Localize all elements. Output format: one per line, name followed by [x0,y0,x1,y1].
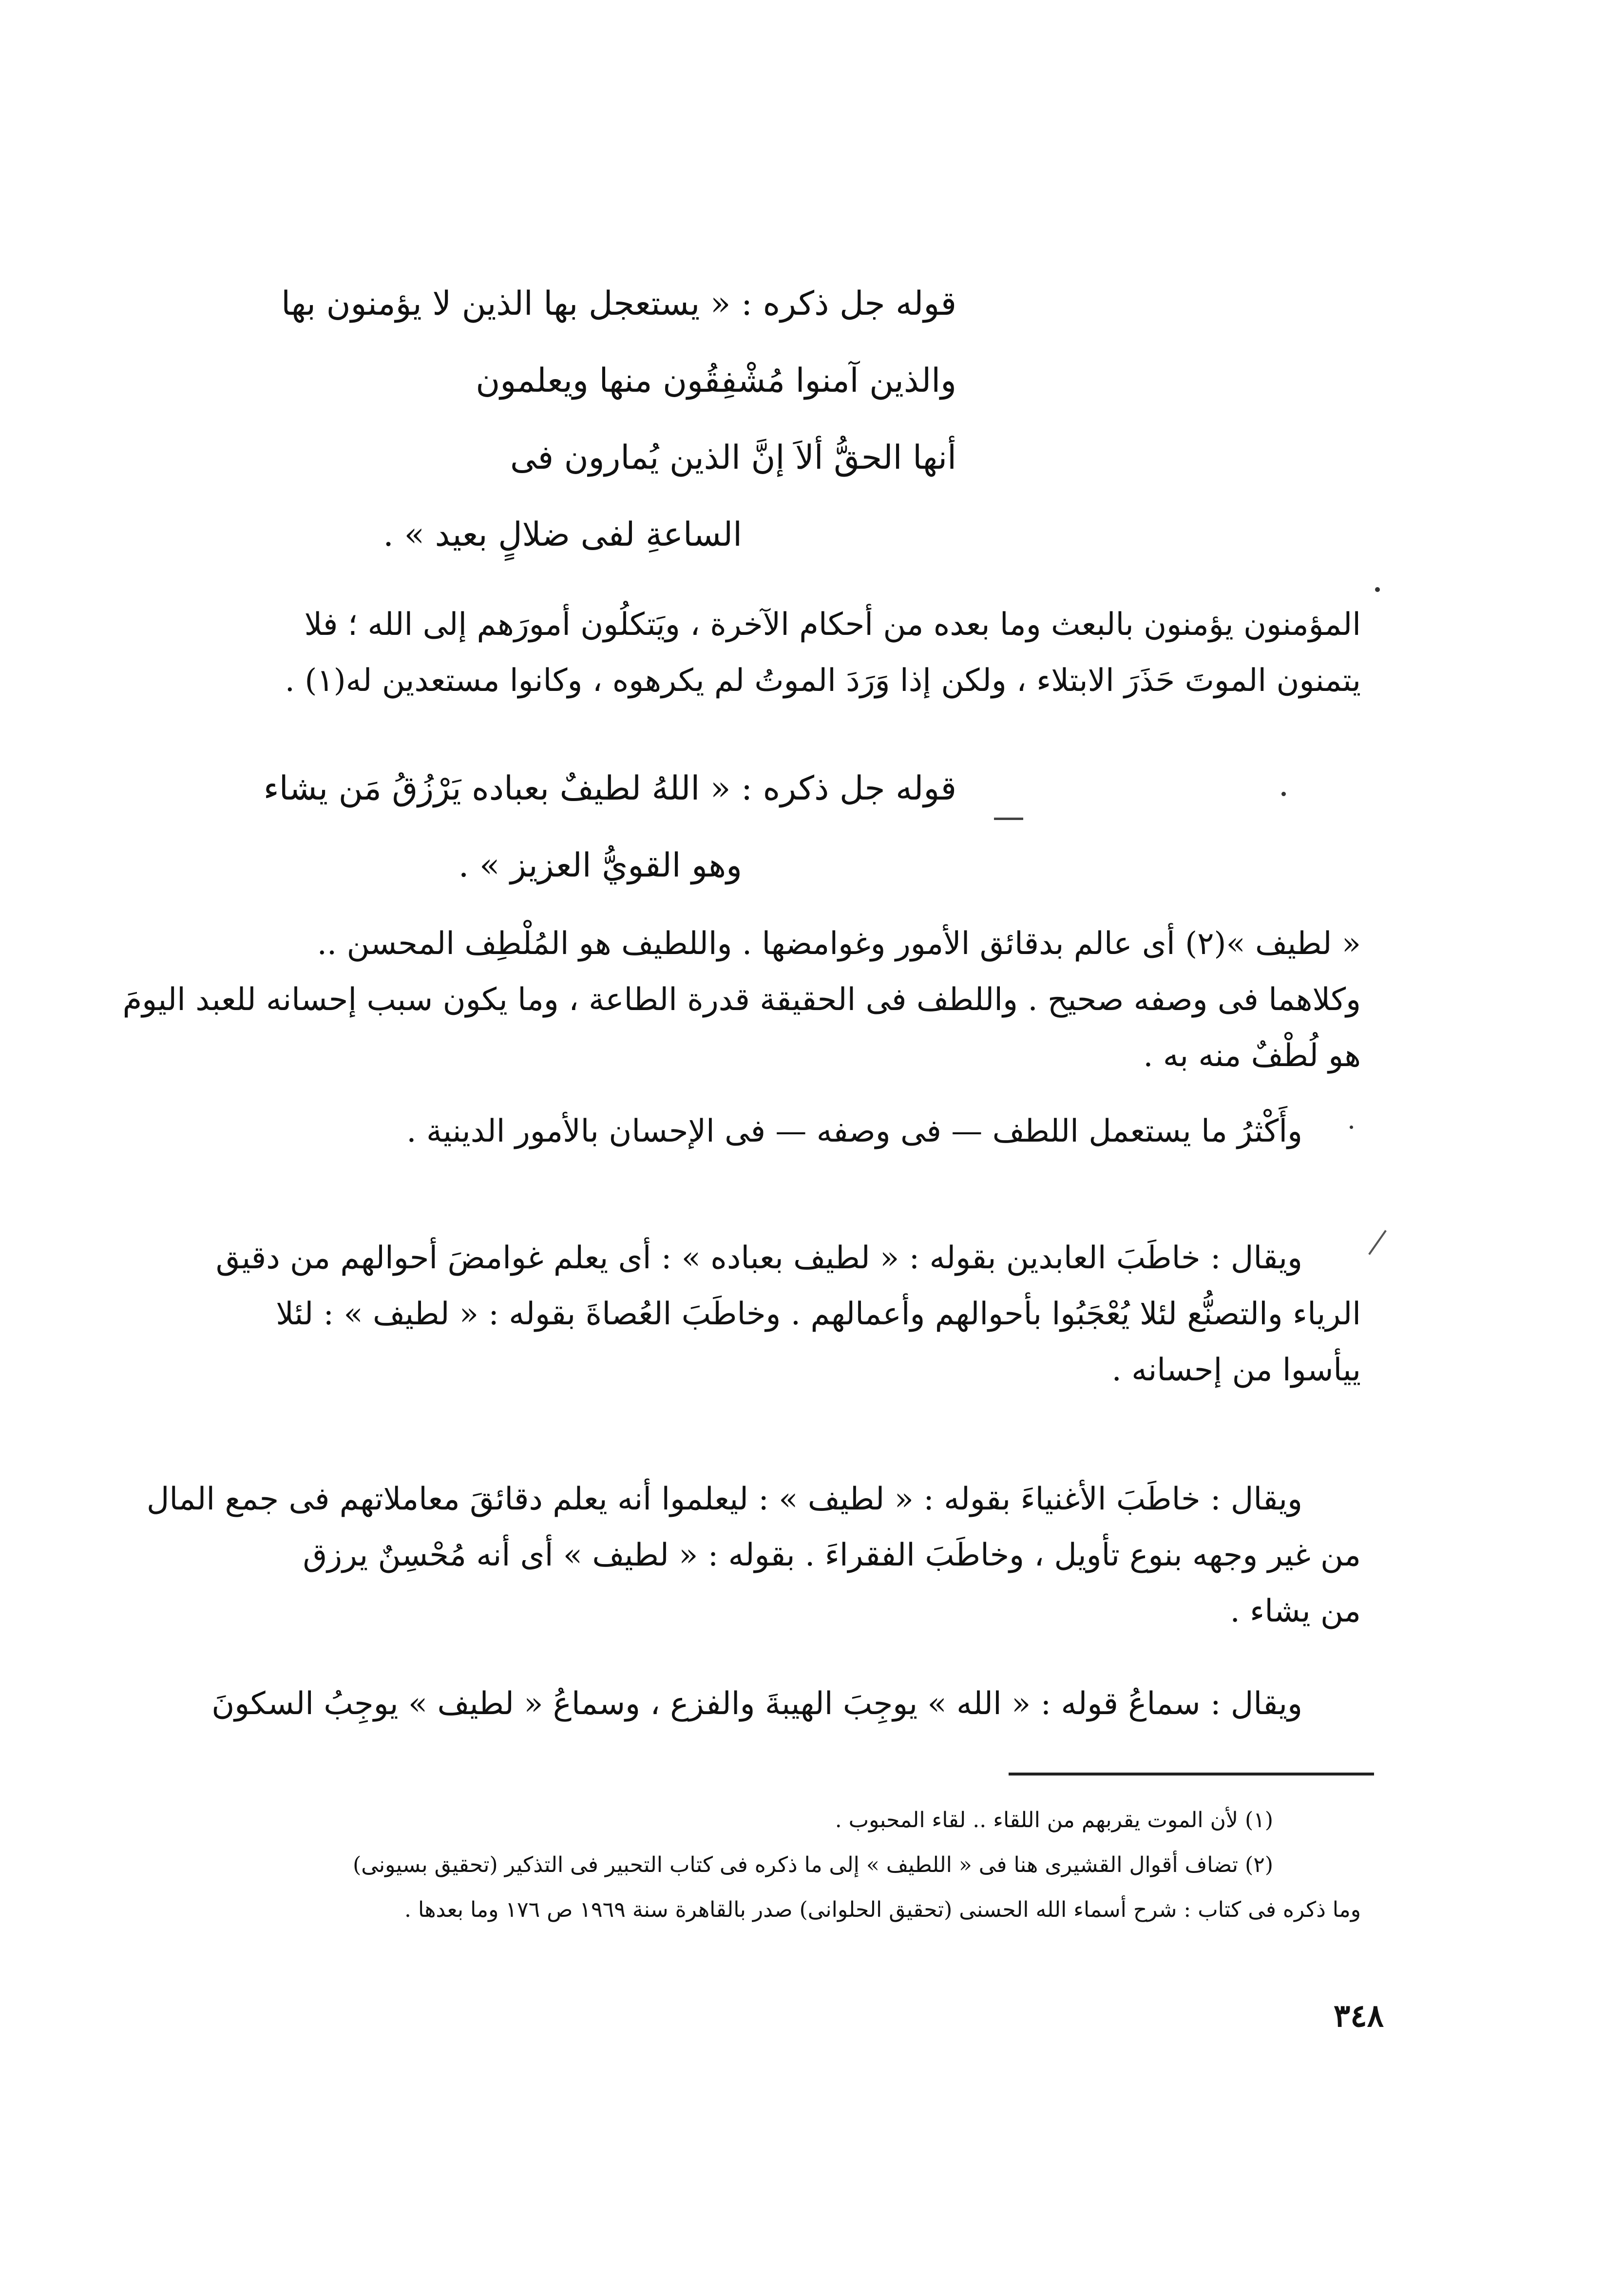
commentary-paragraph [122,916,1361,1084]
paragraph-line: من غير وجهه بنوع تأويل ، وخاطَبَ الفقراءَ . بقوله : « لطيف » أى أنه مُحْسِنٌ يرزق [303,1537,1361,1573]
page-number: ٣٤٨ [1333,1998,1384,2034]
paragraph-line: وكلاهما فى وصفه صحيح . واللطف فى الحقيقة قدرة الطاعة ، وما يكون سبب إحسانه للعبد اليومَ [122,982,1361,1018]
paragraph-line: الرياء والتصنُّع لئلا يُعْجَبُوا بأحوالهم وأعمالهم . وخاطَبَ العُصاةَ بقوله : « لطيف » : لئلا [276,1296,1361,1332]
verse-line: وهو القويُّ العزيز » . [458,846,742,885]
commentary-paragraph [260,597,1361,709]
quran-verse-block [250,750,956,904]
paragraph-line: ويقال : سماعُ قوله : « الله » يوجِبَ الهيبةَ والفزع ، وسماعُ « لطيف » يوجِبُ السكونَ [211,1686,1302,1722]
footnote-line: وما ذكره فى كتاب : شرح أسماء الله الحسنى (تحقيق الحلوانى) صدر بالقاهرة سنة ١٩٦٩ ص ١٧٦ وما بعدها . [404,1897,1361,1922]
scan-mark [1368,1230,1387,1255]
footnote-line: (١) لأن الموت يقربهم من اللقاء .. لقاء المحبوب . [835,1808,1273,1833]
scan-dash [994,818,1023,820]
commentary-paragraph [260,1104,1361,1160]
footnote-separator [1009,1773,1374,1776]
scan-speck [1350,1126,1353,1129]
commentary-paragraph [211,1676,1361,1732]
verse-line: الساعةِ لفى ضلالٍ بعيد » . [383,515,742,554]
paragraph-line: وأَكْثرُ ما يستعمل اللطف — فى وصفه — فى الإحسان بالأمور الدينية . [406,1113,1302,1149]
verse-line: أنها الحقُّ ألاَ إنَّ الذين يُمارون فى [510,439,956,477]
quran-verse-block [250,266,956,573]
paragraph-line: من يشاء . [1230,1593,1361,1629]
paragraph-line: هو لُطْفٌ منه به . [1143,1038,1361,1074]
scan-speck [1281,792,1286,796]
commentary-paragraph [146,1471,1361,1640]
paragraph-line: ويقال : خاطَبَ العابدين بقوله : « لطيف بعباده » : أى يعلم غوامضَ أحوالهم من دقيق [215,1240,1302,1276]
footnotes [240,1798,1361,1932]
paragraph-line: يتمنون الموتَ حَذَرَ الابتلاء ، ولكن إذا وَرَدَ الموتُ لم يكرهوه ، وكانوا مستعدين له(١) . [285,663,1361,699]
verse-line: قوله جل ذكره : « يستعجل بها الذين لا يؤمنون بها [281,285,956,323]
scan-speck [1375,587,1380,592]
paragraph-line: ييأسوا من إحسانه . [1111,1352,1361,1388]
verse-line: والذين آمنوا مُشْفِقُون منها ويعلمون [476,362,956,400]
commentary-paragraph [215,1230,1361,1398]
paragraph-line: « لطيف »(٢) أى عالم بدقائق الأمور وغوامضها . واللطيف هو المُلْطِف المحسن .. [317,926,1361,962]
verse-line: قوله جل ذكره : « اللهُ لطيفٌ بعباده يَرْزُقُ مَن يشاء [263,769,956,808]
footnote-line: (٢) تضاف أقوال القشيرى هنا فى « اللطيف » إلى ما ذكره فى كتاب التحبير فى التذكير (تحقيق بسيونى) [353,1852,1273,1877]
paragraph-line: المؤمنون يؤمنون بالبعث وما بعده من أحكام الآخرة ، ويَتكلُون أمورَهم إلى الله ؛ فلا [304,607,1361,643]
paragraph-line: ويقال : خاطَبَ الأغنياءَ بقوله : « لطيف » : ليعلموا أنه يعلم دقائقَ معاملاتهم فى جمع المال [146,1481,1302,1517]
